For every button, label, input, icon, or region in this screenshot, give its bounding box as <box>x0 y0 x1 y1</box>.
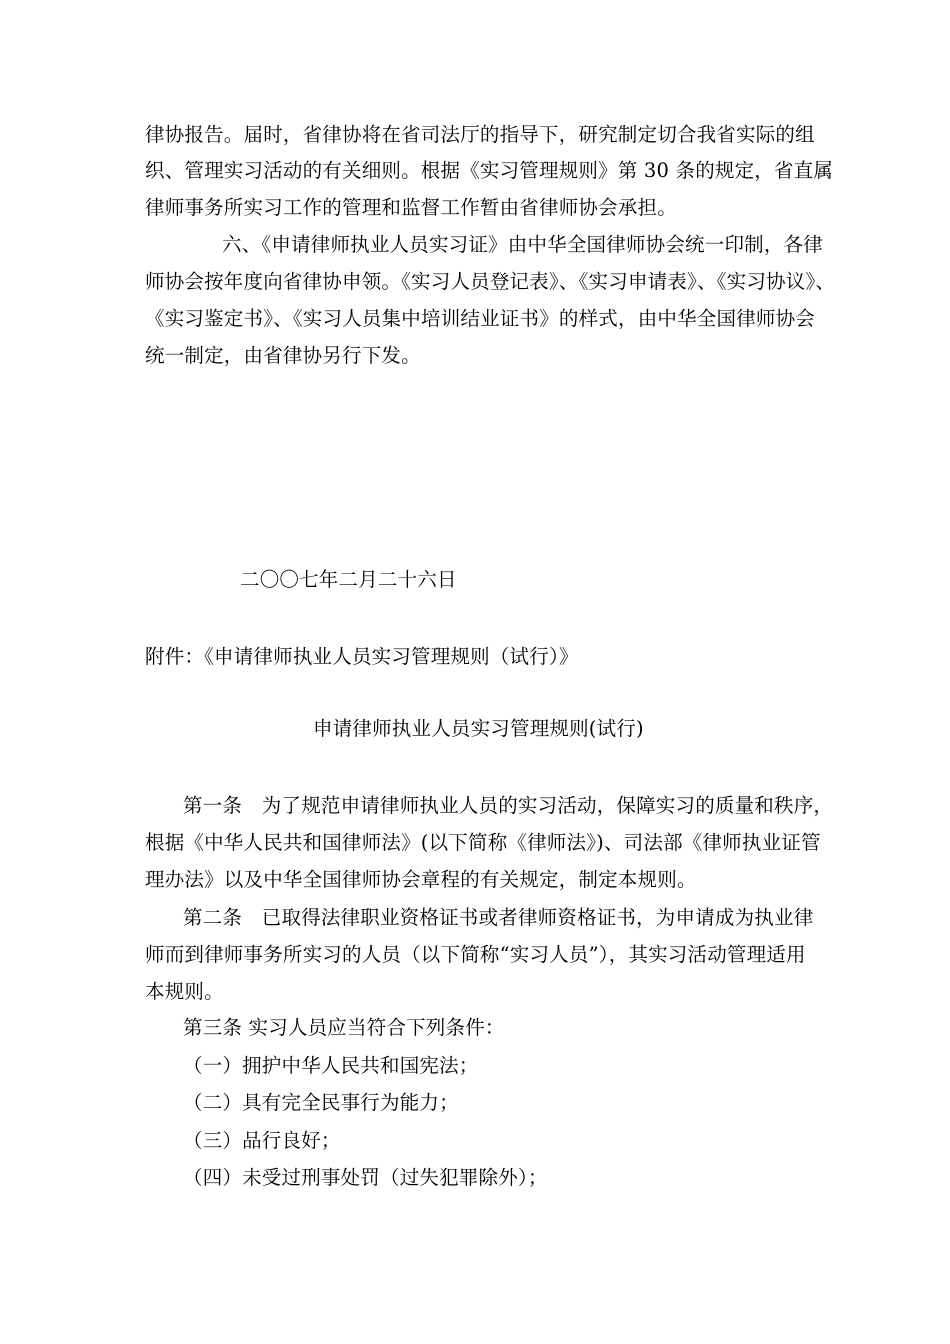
attachment-line: 附件：《申请律师执业人员实习管理规则（试行）》 <box>145 645 579 668</box>
text-line: 本规则。 <box>145 980 224 1003</box>
text-line: 根据《中华人民共和国律师法》(以下简称《律师法》)、司法部《律师执业证管 <box>145 831 821 854</box>
document-date: 二〇〇七年二月二十六日 <box>240 568 457 591</box>
list-item: （二）具有完全民事行为能力； <box>183 1091 459 1114</box>
article-three-intro: 第三条 实习人员应当符合下列条件： <box>183 1016 505 1039</box>
text-line: 师协会按年度向省律协申领。《实习人员登记表》、《实习申请表》、《实习协议》、 <box>145 270 836 293</box>
text-line: 《实习鉴定书》、《实习人员集中培训结业证书》的样式，由中华全国律师协会 <box>145 307 816 330</box>
text-line: 理办法》以及中华全国律师协会章程的有关规定，制定本规则。 <box>145 868 697 891</box>
list-item: （三）品行良好； <box>183 1129 341 1152</box>
text-line: 第一条 为了规范申请律师执业人员的实习活动，保障实习的质量和秩序， <box>183 794 834 817</box>
text-line: 师而到律师事务所实习的人员（以下简称“实习人员”），其实习活动管理适用 <box>145 943 806 966</box>
text-line: 第二条 已取得法律职业资格证书或者律师资格证书，为申请成为执业律 <box>183 906 814 929</box>
text-line: 统一制定，由省律协另行下发。 <box>145 344 421 367</box>
list-item: （一）拥护中华人民共和国宪法； <box>183 1054 479 1077</box>
text-line: 律师事务所实习工作的管理和监督工作暂由省律师协会承担。 <box>145 196 677 219</box>
text-line: 织、管理实习活动的有关细则。根据《实习管理规则》第 30 条的规定，省直属 <box>145 159 834 182</box>
rules-title: 申请律师执业人员实习管理规则(试行) <box>313 717 644 740</box>
list-item: （四）未受过刑事处罚（过失犯罪除外）； <box>183 1166 548 1189</box>
text-line: 律协报告。届时，省律协将在省司法厅的指导下，研究制定切合我省实际的组 <box>145 123 815 146</box>
text-line: 六、《申请律师执业人员实习证》由中华全国律师协会统一印制，各律 <box>222 233 823 256</box>
